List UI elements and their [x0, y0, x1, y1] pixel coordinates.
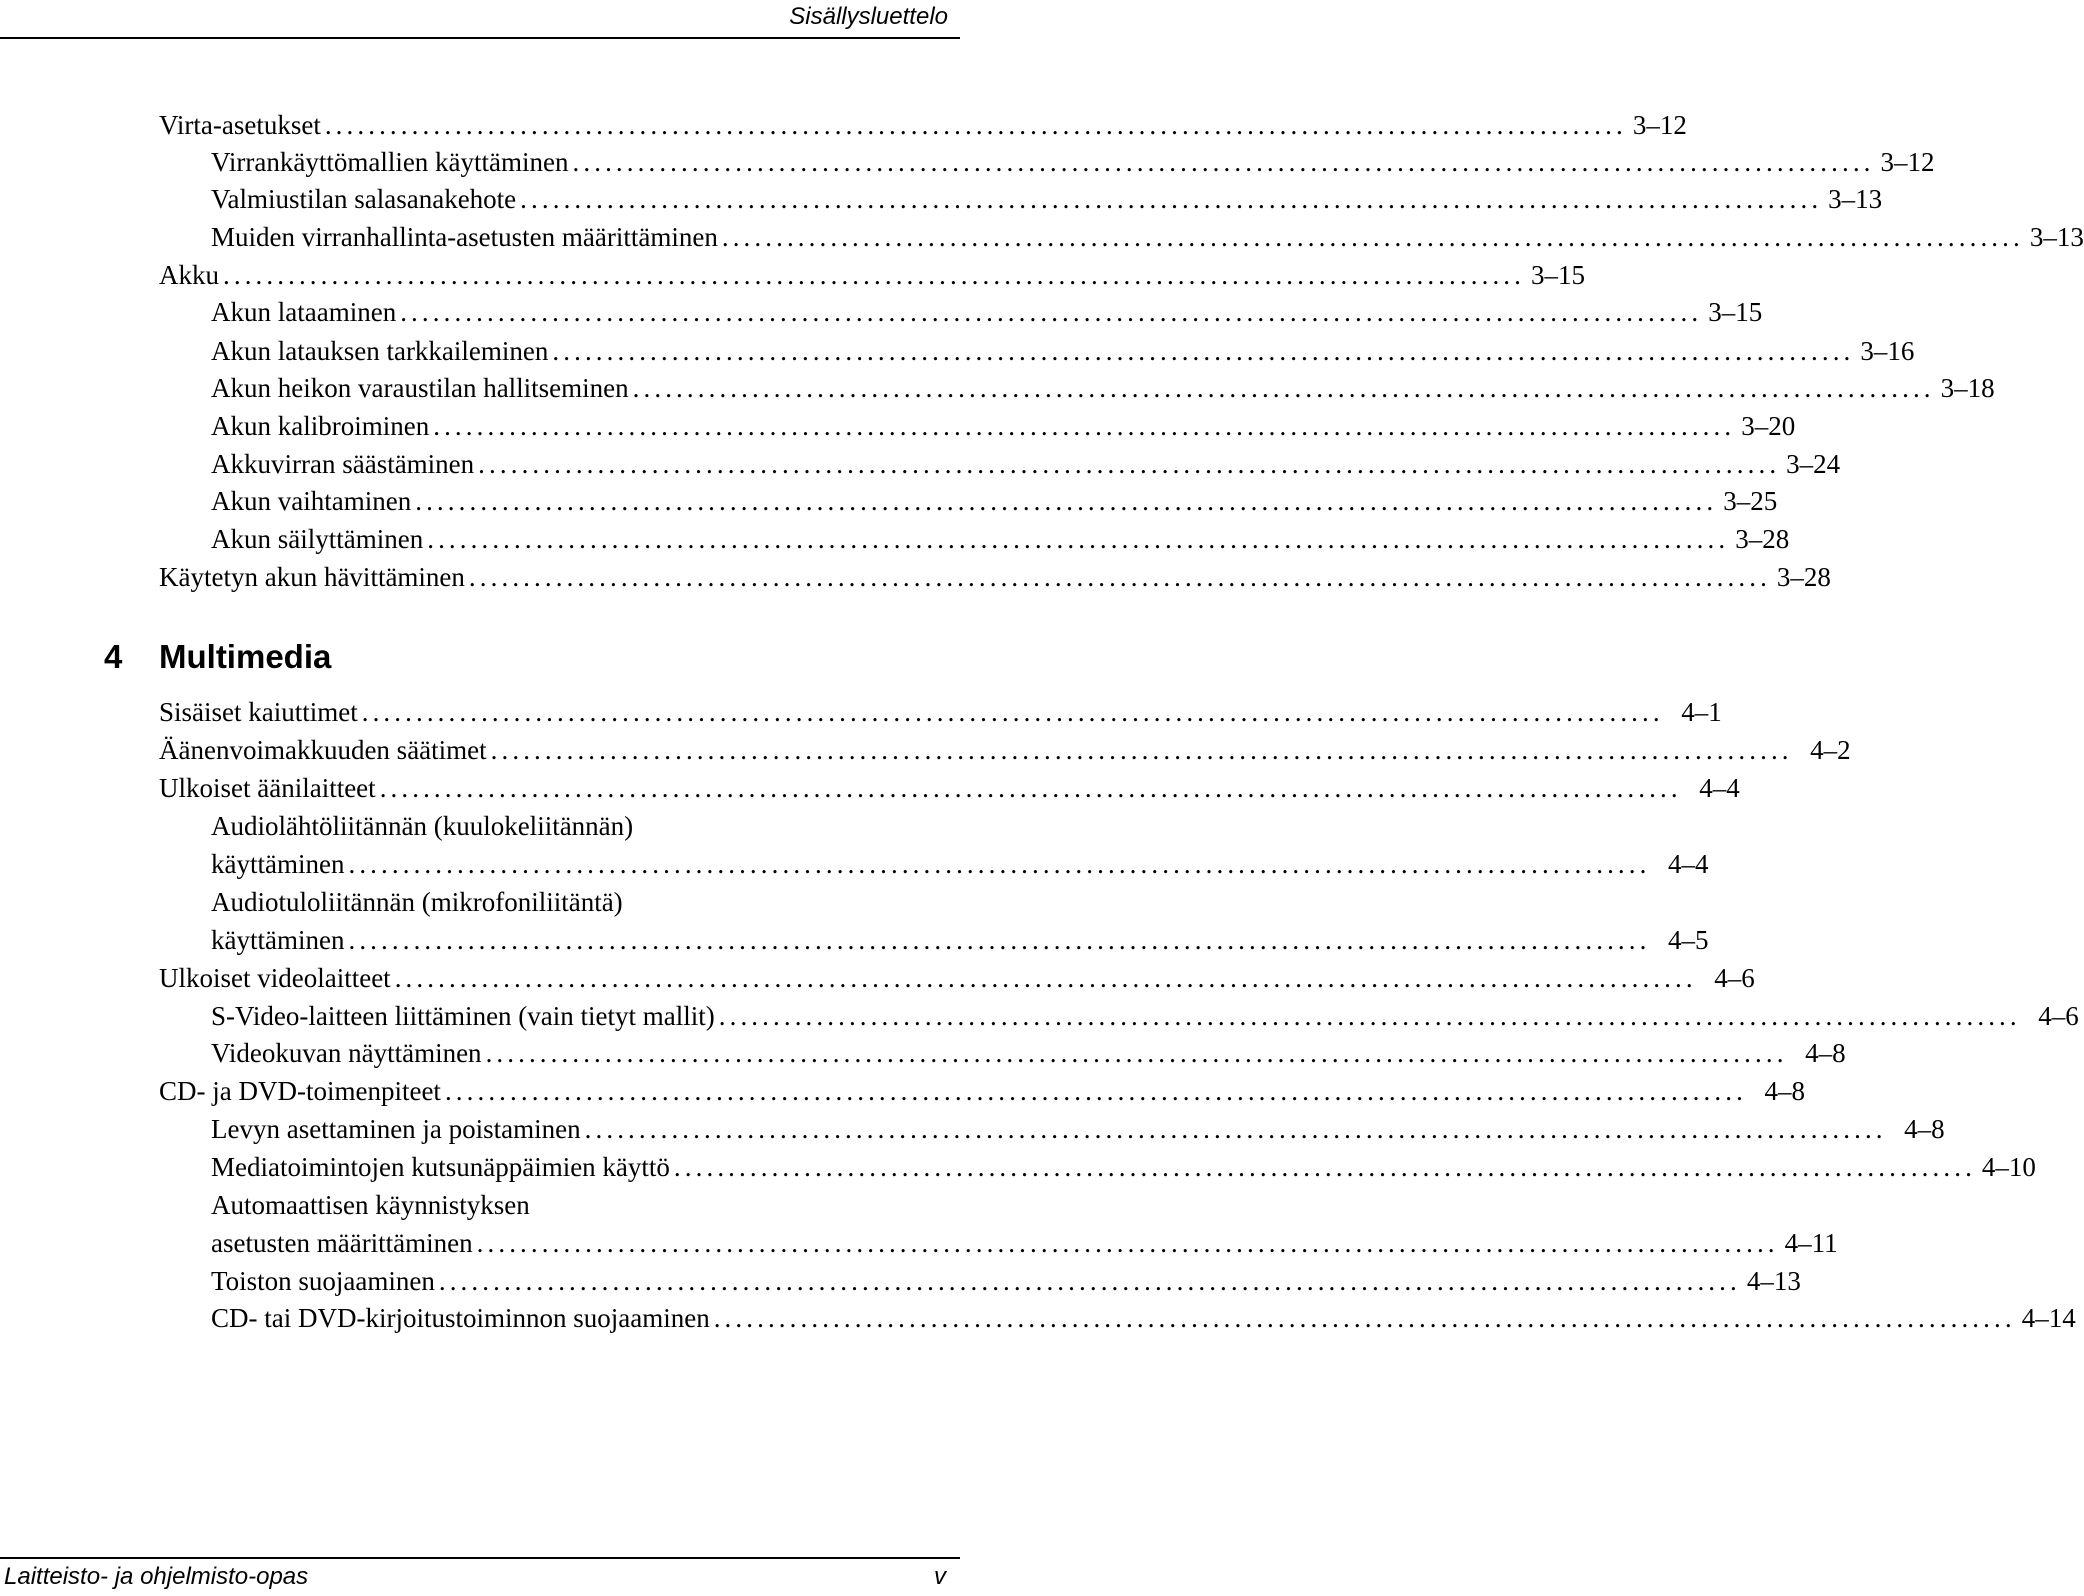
toc-entry-label: Levyn asettaminen ja poistaminen — [211, 1114, 581, 1144]
dot-leader: ........................................................................................................................ — [572, 147, 1875, 177]
toc-entry[interactable] — [0, 559, 1831, 595]
toc-entry-page: 4–11 — [1784, 1228, 1838, 1258]
toc-entry[interactable] — [0, 483, 1778, 519]
toc-entry-page: 4–13 — [1746, 1266, 1801, 1296]
toc-entry[interactable] — [0, 521, 1790, 557]
dot-leader: ........................................................................................................................ — [324, 110, 1627, 140]
toc-entry-label: Akkuvirran säästäminen — [211, 449, 475, 479]
toc-entry[interactable] — [0, 694, 1722, 730]
dot-leader: ........................................................................................................................ — [520, 184, 1823, 214]
toc-entry-page: 3–18 — [1940, 373, 1995, 403]
dot-leader: ........................................................................................................................ — [223, 260, 1525, 290]
dot-leader: ........................................................................................................................ — [433, 411, 1736, 441]
toc-entry[interactable] — [0, 219, 2084, 255]
dot-leader: ........................................................................................................................ — [438, 1266, 1741, 1296]
toc-entry-page: 4–14 — [2021, 1303, 2076, 1333]
dot-leader: ........................................................................................................................ — [361, 697, 1664, 727]
toc-entry-page: 4–8 — [1904, 1114, 1945, 1144]
toc-entry-page: 3–15 — [1531, 260, 1585, 290]
toc-entry-page: 3–28 — [1735, 524, 1790, 554]
dot-leader: ........................................................................................................................ — [552, 336, 1855, 366]
toc-entry[interactable] — [0, 1073, 1805, 1109]
dot-leader: ........................................................................................................................ — [584, 1114, 1887, 1144]
toc-entry-label: Ulkoiset videolaitteet — [159, 963, 391, 993]
toc-entry-page: 3–24 — [1786, 449, 1841, 479]
toc-entry[interactable] — [0, 1300, 2076, 1336]
toc-entry-page: 4–5 — [1667, 925, 1709, 955]
dot-leader: ........................................................................................................................ — [400, 297, 1703, 327]
dot-leader: ........................................................................................................................ — [476, 1228, 1779, 1258]
footer-page-number: v — [934, 1563, 946, 1590]
toc-entry[interactable] — [0, 1035, 1846, 1071]
dot-leader: ........................................................................................................................ — [718, 1001, 2021, 1031]
dot-leader: ........................................................................................................................ — [415, 486, 1718, 516]
dot-leader: ........................................................................................................................ — [379, 773, 1682, 803]
dot-leader: ........................................................................................................................ — [673, 1152, 1976, 1182]
toc-entry-wrapped-line[interactable] — [0, 884, 960, 920]
toc-entry-page: 3–25 — [1723, 486, 1778, 516]
toc-entry-page: 3–12 — [1632, 110, 1687, 140]
toc-entry-label: Mediatoimintojen kutsunäppäimien käyttö — [211, 1152, 670, 1182]
toc-entry-label: CD- ja DVD-toimenpiteet — [159, 1076, 441, 1106]
toc-entry-page: 3–20 — [1741, 411, 1796, 441]
toc-entry-label: Videokuvan näyttäminen — [211, 1038, 482, 1068]
toc-entry-label: Käytetyn akun hävittäminen — [159, 562, 465, 592]
toc-entry-page: 3–13 — [2029, 222, 2084, 252]
dot-leader: ........................................................................................................................ — [478, 449, 1781, 479]
toc-entry-label: Virta-asetukset — [159, 110, 321, 140]
toc-entry-page: 3–15 — [1708, 297, 1763, 327]
toc-entry[interactable] — [0, 1263, 1801, 1299]
toc-entry[interactable] — [0, 107, 1687, 143]
toc-entry-page: 4–4 — [1699, 773, 1740, 803]
toc-entry[interactable] — [0, 257, 1585, 293]
toc-entry[interactable] — [0, 732, 1851, 768]
running-header-title: Sisällysluettelo — [789, 3, 948, 30]
dot-leader: ........................................................................................................................ — [485, 1038, 1788, 1068]
toc-entry[interactable] — [0, 1111, 1945, 1147]
toc-entry-label: Akun säilyttäminen — [211, 524, 424, 554]
toc-entry-page: 4–8 — [1805, 1038, 1846, 1068]
footer-document-title: Laitteisto- ja ohjelmisto-opas — [4, 1563, 309, 1590]
dot-leader: ........................................................................................................................ — [348, 849, 1651, 879]
toc-entry-wrapped-line[interactable] — [0, 808, 960, 844]
toc-entry-page: 4–6 — [2038, 1001, 2079, 1031]
dot-leader: ........................................................................................................................ — [713, 1303, 2016, 1333]
dot-leader: ........................................................................................................................ — [468, 562, 1771, 592]
toc-entry-label: Akun heikon varaustilan hallitseminen — [211, 373, 629, 403]
dot-leader: ........................................................................................................................ — [632, 373, 1935, 403]
toc-entry[interactable] — [0, 1225, 1838, 1261]
toc-entry-label: Valmiustilan salasanakehote — [211, 184, 517, 214]
toc-entry[interactable] — [0, 770, 1740, 806]
dot-leader: ........................................................................................................................ — [348, 925, 1651, 955]
toc-entry-label: Audiotuloliitännän (mikrofoniliitäntä) — [211, 887, 623, 917]
toc-entry-wrapped-line[interactable] — [0, 1187, 960, 1223]
toc-entry-label: Akun kalibroiminen — [211, 411, 430, 441]
toc-entry-page: 4–4 — [1667, 849, 1709, 879]
toc-entry-label: asetusten määrittäminen — [211, 1228, 473, 1258]
toc-entry-label: käyttäminen — [211, 849, 345, 879]
toc-entry-page: 4–10 — [1981, 1152, 2036, 1182]
toc-entry[interactable] — [0, 960, 1755, 996]
toc-entry-label: Sisäiset kaiuttimet — [159, 697, 358, 727]
chapter-number: 4 — [104, 638, 123, 675]
toc-entry-page: 3–12 — [1880, 147, 1935, 177]
toc-entry-label: Toiston suojaaminen — [211, 1266, 435, 1296]
toc-entry[interactable] — [0, 446, 1841, 482]
dot-leader: ........................................................................................................................ — [490, 735, 1793, 765]
toc-entry[interactable] — [0, 998, 2079, 1034]
toc-entry[interactable] — [0, 181, 1883, 217]
chapter-title: Multimedia — [159, 638, 332, 675]
toc-entry-page: 3–16 — [1860, 336, 1915, 366]
toc-entry[interactable] — [0, 144, 1935, 180]
toc-entry[interactable] — [0, 1149, 2036, 1185]
toc-entry-page: 4–6 — [1714, 963, 1755, 993]
toc-entry[interactable] — [0, 370, 1995, 406]
toc-entry-label: Audiolähtöliitännän (kuulokeliitännän) — [211, 811, 634, 841]
toc-entry-page: 3–28 — [1776, 562, 1831, 592]
page-footer — [0, 1530, 960, 1596]
toc-entry-label: Virrankäyttömallien käyttäminen — [211, 147, 569, 177]
toc-entry-label: S-Video-laitteen liittäminen (vain tietyt mallit) — [211, 1001, 715, 1031]
toc-entry-label: Akku — [159, 260, 219, 290]
toc-entry[interactable] — [0, 408, 1796, 444]
chapter-heading[interactable] — [0, 634, 960, 680]
toc-entry[interactable] — [0, 922, 1709, 958]
toc-entry-label: Automaattisen käynnistyksen — [211, 1190, 530, 1220]
dot-leader: ........................................................................................................................ — [444, 1076, 1747, 1106]
footer-rule — [0, 1557, 960, 1559]
toc-entry-label: Akun latauksen tarkkaileminen — [211, 336, 549, 366]
toc-entry-page: 4–8 — [1764, 1076, 1805, 1106]
toc-entry-label: CD- tai DVD-kirjoitustoiminnon suojaaminen — [211, 1303, 710, 1333]
toc-entry-page: 3–13 — [1828, 184, 1883, 214]
toc-entry[interactable] — [0, 846, 1709, 882]
toc-entry[interactable] — [0, 333, 1915, 369]
dot-leader: ........................................................................................................................ — [427, 524, 1730, 554]
toc-entry-label: käyttäminen — [211, 925, 345, 955]
header-rule — [0, 37, 960, 39]
dot-leader: ........................................................................................................................ — [721, 222, 2024, 252]
toc-entry-label: Akun vaihtaminen — [211, 486, 412, 516]
toc-entry-label: Muiden virranhallinta-asetusten määrittäminen — [211, 222, 718, 252]
toc-entry-page: 4–2 — [1810, 735, 1851, 765]
toc-entry-label: Akun lataaminen — [211, 297, 397, 327]
dot-leader: ........................................................................................................................ — [394, 963, 1697, 993]
toc-entry-label: Ulkoiset äänilaitteet — [159, 773, 376, 803]
toc-entry-page: 4–1 — [1681, 697, 1722, 727]
toc-entry[interactable] — [0, 294, 1763, 330]
toc-entry-label: Äänenvoimakkuuden säätimet — [159, 735, 487, 765]
page-header — [0, 0, 960, 40]
